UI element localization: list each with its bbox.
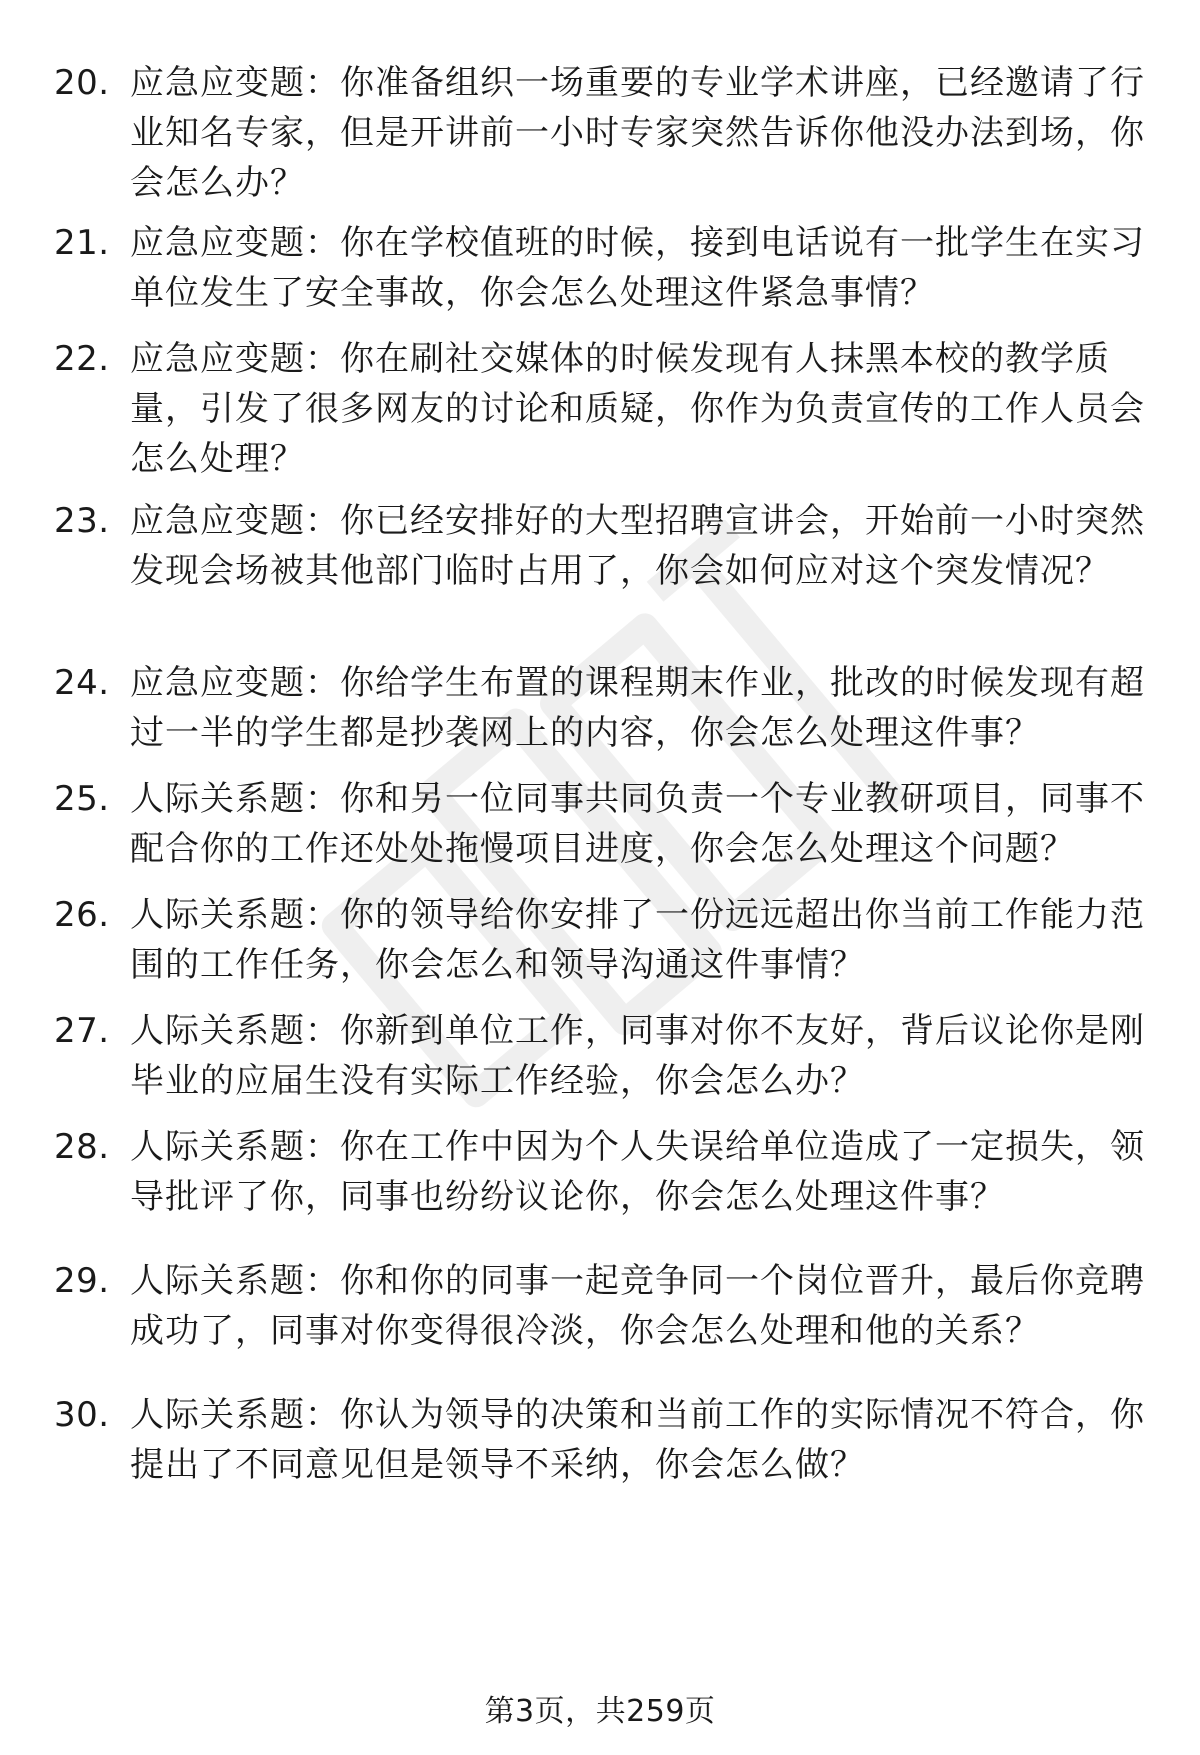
question-number: 28.: [54, 1127, 110, 1167]
question-number: 25.: [54, 779, 110, 819]
question-text: 应急应变题：你在学校值班的时候，接到电话说有一批学生在实习单位发生了安全事故，你会怎么处理这件紧急事情？: [130, 223, 1145, 313]
question-text: 人际关系题：你新到单位工作，同事对你不友好，背后议论你是刚毕业的应届生没有实际工作经验，你会怎么办？: [130, 1011, 1145, 1101]
question-number: 30.: [54, 1395, 110, 1435]
question-number: 24.: [54, 663, 110, 703]
question-number: 21.: [54, 223, 110, 263]
question-number: 23.: [54, 501, 110, 541]
question-text: 应急应变题：你在刷社交媒体的时候发现有人抹黑本校的教学质量，引发了很多网友的讨论和质疑，你作为负责宣传的工作人员会怎么处理？: [130, 339, 1145, 479]
question-text: 人际关系题：你的领导给你安排了一份远远超出你当前工作能力范围的工作任务，你会怎么和领导沟通这件事情？: [130, 895, 1145, 985]
question-text: 应急应变题：你已经安排好的大型招聘宣讲会，开始前一小时突然发现会场被其他部门临时占用了，你会如何应对这个突发情况？: [130, 501, 1145, 591]
question-number: 26.: [54, 895, 110, 935]
question-text: 人际关系题：你认为领导的决策和当前工作的实际情况不符合，你提出了不同意见但是领导不采纳，你会怎么做？: [130, 1395, 1145, 1485]
question-text: 人际关系题：你和你的同事一起竞争同一个岗位晋升，最后你竞聘成功了，同事对你变得很冷淡，你会怎么处理和他的关系？: [130, 1261, 1145, 1351]
question-number: 29.: [54, 1261, 110, 1301]
question-number: 22.: [54, 339, 110, 379]
page-number-footer: 第3页，共259页: [484, 1694, 716, 1729]
question-text: 应急应变题：你准备组织一场重要的专业学术讲座，已经邀请了行业知名专家，但是开讲前一小时专家突然告诉你他没办法到场，你会怎么办？: [130, 63, 1145, 203]
question-text: 人际关系题：你和另一位同事共同负责一个专业教研项目，同事不配合你的工作还处处拖慢项目进度，你会怎么处理这个问题？: [130, 779, 1145, 869]
question-text: 人际关系题：你在工作中因为个人失误给单位造成了一定损失，领导批评了你，同事也纷纷议论你，你会怎么处理这件事？: [130, 1127, 1145, 1217]
question-text: 应急应变题：你给学生布置的课程期末作业，批改的时候发现有超过一半的学生都是抄袭网上的内容，你会怎么处理这件事？: [130, 663, 1145, 753]
question-number: 27.: [54, 1011, 110, 1051]
question-number: 20.: [54, 63, 110, 103]
